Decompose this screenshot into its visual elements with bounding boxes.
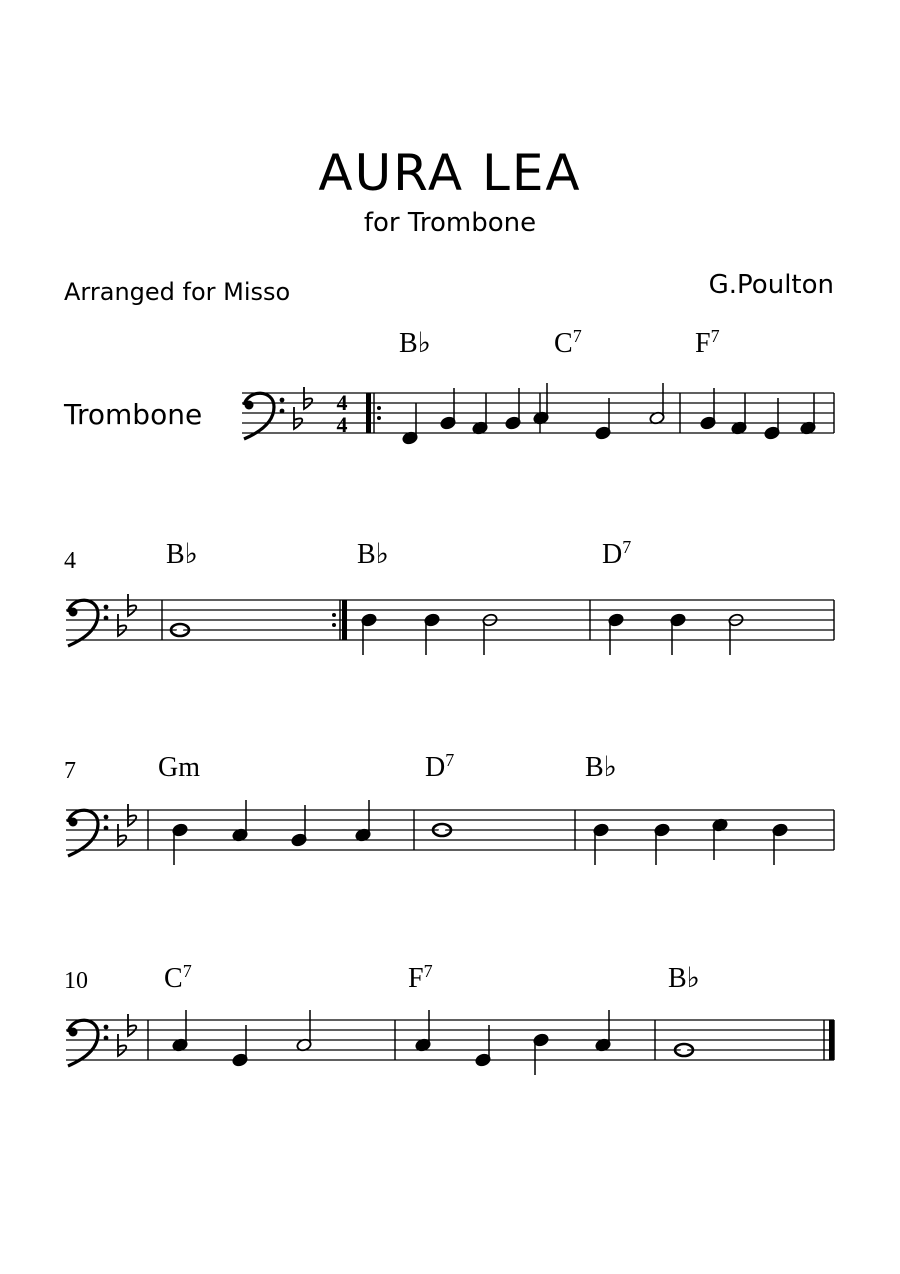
- repeat-end-bar: [342, 600, 347, 640]
- bass-clef-icon: [68, 810, 98, 856]
- flat-sign-icon: [128, 1014, 136, 1036]
- bass-clef-dot-icon: [104, 605, 109, 610]
- chord-symbol: $D^7$: [425, 750, 455, 783]
- bass-clef-dot-icon: [104, 826, 109, 831]
- measure-number: 10: [64, 968, 88, 994]
- bass-clef-icon: [244, 393, 274, 439]
- chord-symbol: $F^7$: [408, 961, 433, 994]
- flat-sign-icon: [118, 824, 126, 846]
- chord-symbols: [158, 326, 720, 994]
- bass-clef-dot-icon: [104, 815, 109, 820]
- measure-number: 7: [64, 758, 76, 784]
- chord-symbol: $C^7$: [164, 961, 192, 994]
- flat-sign-icon: [294, 407, 302, 429]
- repeat-start-bar: [366, 393, 371, 433]
- flat-sign-icon: [128, 804, 136, 826]
- chord-symbol: B♭: [357, 539, 389, 570]
- bass-clef-dot-icon: [104, 616, 109, 621]
- bass-clef-dot-icon: [245, 401, 254, 410]
- bass-clef-icon: [68, 1020, 98, 1066]
- bass-clef-dot-icon: [69, 818, 78, 827]
- repeat-dot: [377, 416, 381, 420]
- chord-symbol: $C^7$: [554, 326, 582, 359]
- final-bar: [829, 1020, 834, 1060]
- composer-credit: G.Poulton: [708, 270, 834, 300]
- chord-symbol: $D^7$: [602, 537, 632, 570]
- chord-symbol: B♭: [585, 752, 617, 783]
- bass-clef-dot-icon: [104, 1036, 109, 1041]
- repeat-dot: [332, 613, 336, 617]
- bass-clef-dot-icon: [280, 409, 285, 414]
- time-signature-denominator: 4: [336, 412, 348, 437]
- flat-sign-icon: [118, 614, 126, 636]
- chord-symbol: B♭: [166, 539, 198, 570]
- repeat-dot: [377, 406, 381, 410]
- bass-clef-dot-icon: [280, 398, 285, 403]
- score-title: AURA LEA: [318, 144, 582, 202]
- bass-clef-icon: [68, 600, 98, 646]
- score-subtitle: for Trombone: [363, 208, 537, 238]
- arranger-credit: Arranged for Misso: [64, 278, 291, 306]
- measure-number: 4: [64, 548, 76, 574]
- bass-clef-dot-icon: [69, 1028, 78, 1037]
- bass-clef-dot-icon: [104, 1025, 109, 1030]
- flat-sign-icon: [128, 594, 136, 616]
- flat-sign-icon: [304, 387, 312, 409]
- bass-clef-dot-icon: [69, 608, 78, 617]
- flat-sign-icon: [118, 1034, 126, 1056]
- chord-symbol: B♭: [668, 963, 700, 994]
- time-signature-numerator: 4: [336, 390, 348, 415]
- chord-symbol: $F^7$: [695, 326, 720, 359]
- chord-symbol: Gm: [158, 752, 200, 783]
- instrument-label: Trombone: [64, 398, 203, 431]
- chord-symbol: B♭: [399, 328, 431, 359]
- repeat-dot: [332, 623, 336, 627]
